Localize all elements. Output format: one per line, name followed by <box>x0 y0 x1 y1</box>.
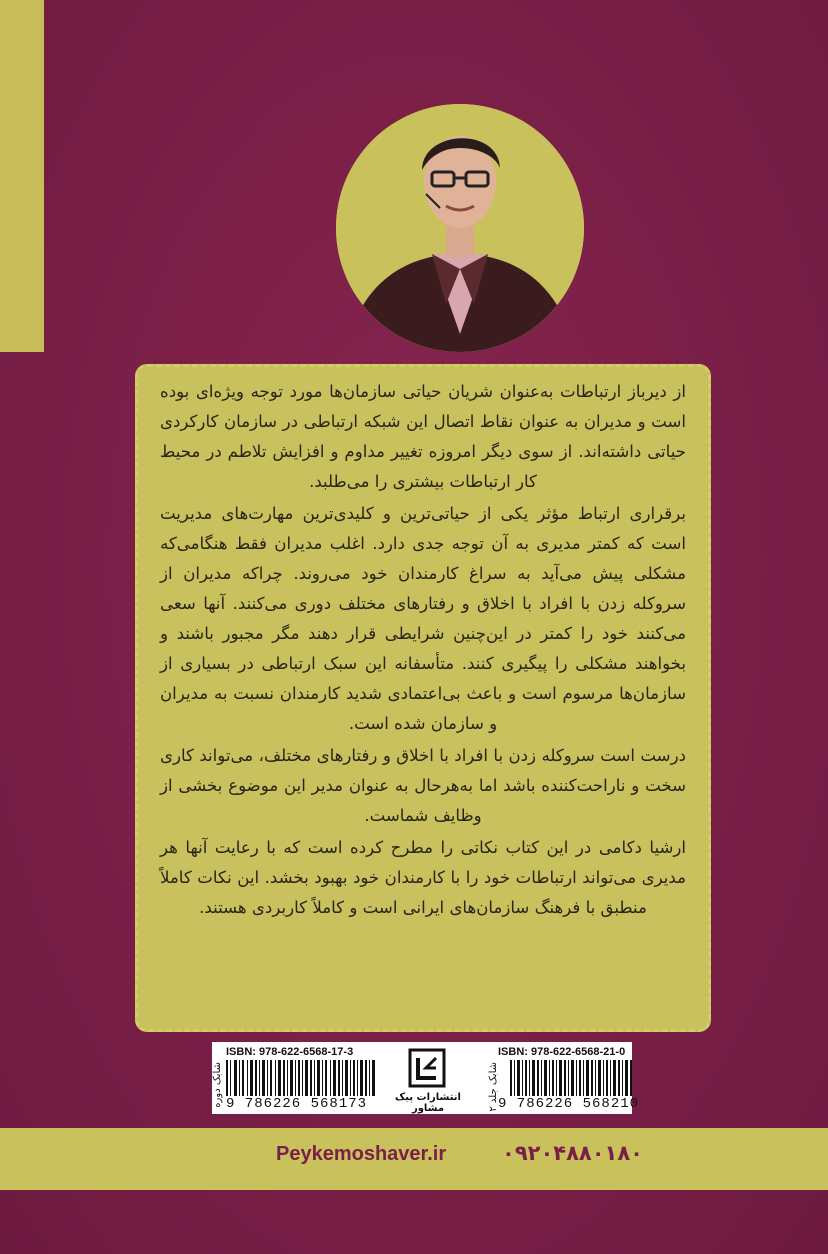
description-paragraph: درست است سروکله زدن با افراد با اخلاق و رفتارهای مختلف، می‌تواند کاری سخت و ناراحت‌کننده باشد اما به‌هرحال به عنوان مدیر این موضوع بخشی از وظایف شماست. <box>160 746 686 825</box>
description-box <box>135 364 711 1032</box>
author-photo-icon <box>336 104 584 352</box>
author-portrait <box>336 104 584 352</box>
barcode-left <box>226 1060 376 1096</box>
barcode-digits-right: 9 786226 568210 <box>498 1096 640 1112</box>
barcode-label-left: شابک دوره <box>212 1062 223 1108</box>
isbn-left: ISBN: 978-622-6568-17-3 <box>226 1046 354 1058</box>
barcode-right <box>510 1060 632 1096</box>
isbn-right: ISBN: 978-622-6568-21-0 <box>498 1046 626 1058</box>
barcode-label-right: شابک جلد ۲ <box>488 1062 499 1112</box>
description-paragraph: برقراری ارتباط مؤثر یکی از حیاتی‌ترین و کلیدی‌ترین مهارت‌های مدیریت است که کمتر مدیری به آن توجه جدی دارد. اغلب مدیران فقط هنگامی‌که مشکلی پیش می‌آید به سراغ کارمندان خود می‌روند. چراکه مدیران از سروکله زدن با افراد با اخلاق و رفتارهای مختلف دوری می‌کنند. آنها سعی می‌کنند خود را کمتر در این‌چنین شرایطی قرار دهند مگر مجبور باشند و بخواهند مشکلی را پیگیری کنند. متأسفانه این سبک ارتباطی در بسیاری از سازمان‌ها مرسوم است و باعث بی‌اعتمادی شدید کارمندان نسبت به مدیران و سازمان شده است. <box>160 504 686 733</box>
description-paragraph: از دیرباز ارتباطات به‌عنوان شریان حیاتی سازمان‌ها مورد توجه ویژه‌ای بوده است و مدیران به عنوان نقاط اتصال این شبکه ارتباطی در سازمان کارکردی حیاتی داشته‌اند. از سوی دیگر امروزه تغییر مداوم و افزایش تلاطم در محیط کار ارتباطات بیشتری را می‌طلبد. <box>160 382 686 491</box>
description-paragraph: ارشیا دکامی در این کتاب نکاتی را مطرح کرده است که با رعایت آنها هر مدیری می‌تواند ارتباطات خود را با کارمندان خود بهبود بخشد. این نکات کاملاً منطبق با فرهنگ سازمان‌های ایرانی است و کاملاً کاربردی هستند. <box>160 838 686 917</box>
phone-number[interactable]: ۰۹۲۰۴۸۸۰۱۸۰ <box>502 1141 643 1165</box>
website-url[interactable]: Peykemoshaver.ir <box>276 1143 447 1165</box>
publisher-logo-icon <box>392 1048 462 1088</box>
publisher-name: انتشارات پیک مشاور <box>395 1092 461 1114</box>
barcode-digits-left: 9 786226 568173 <box>226 1096 368 1112</box>
spine-strip <box>0 0 44 352</box>
